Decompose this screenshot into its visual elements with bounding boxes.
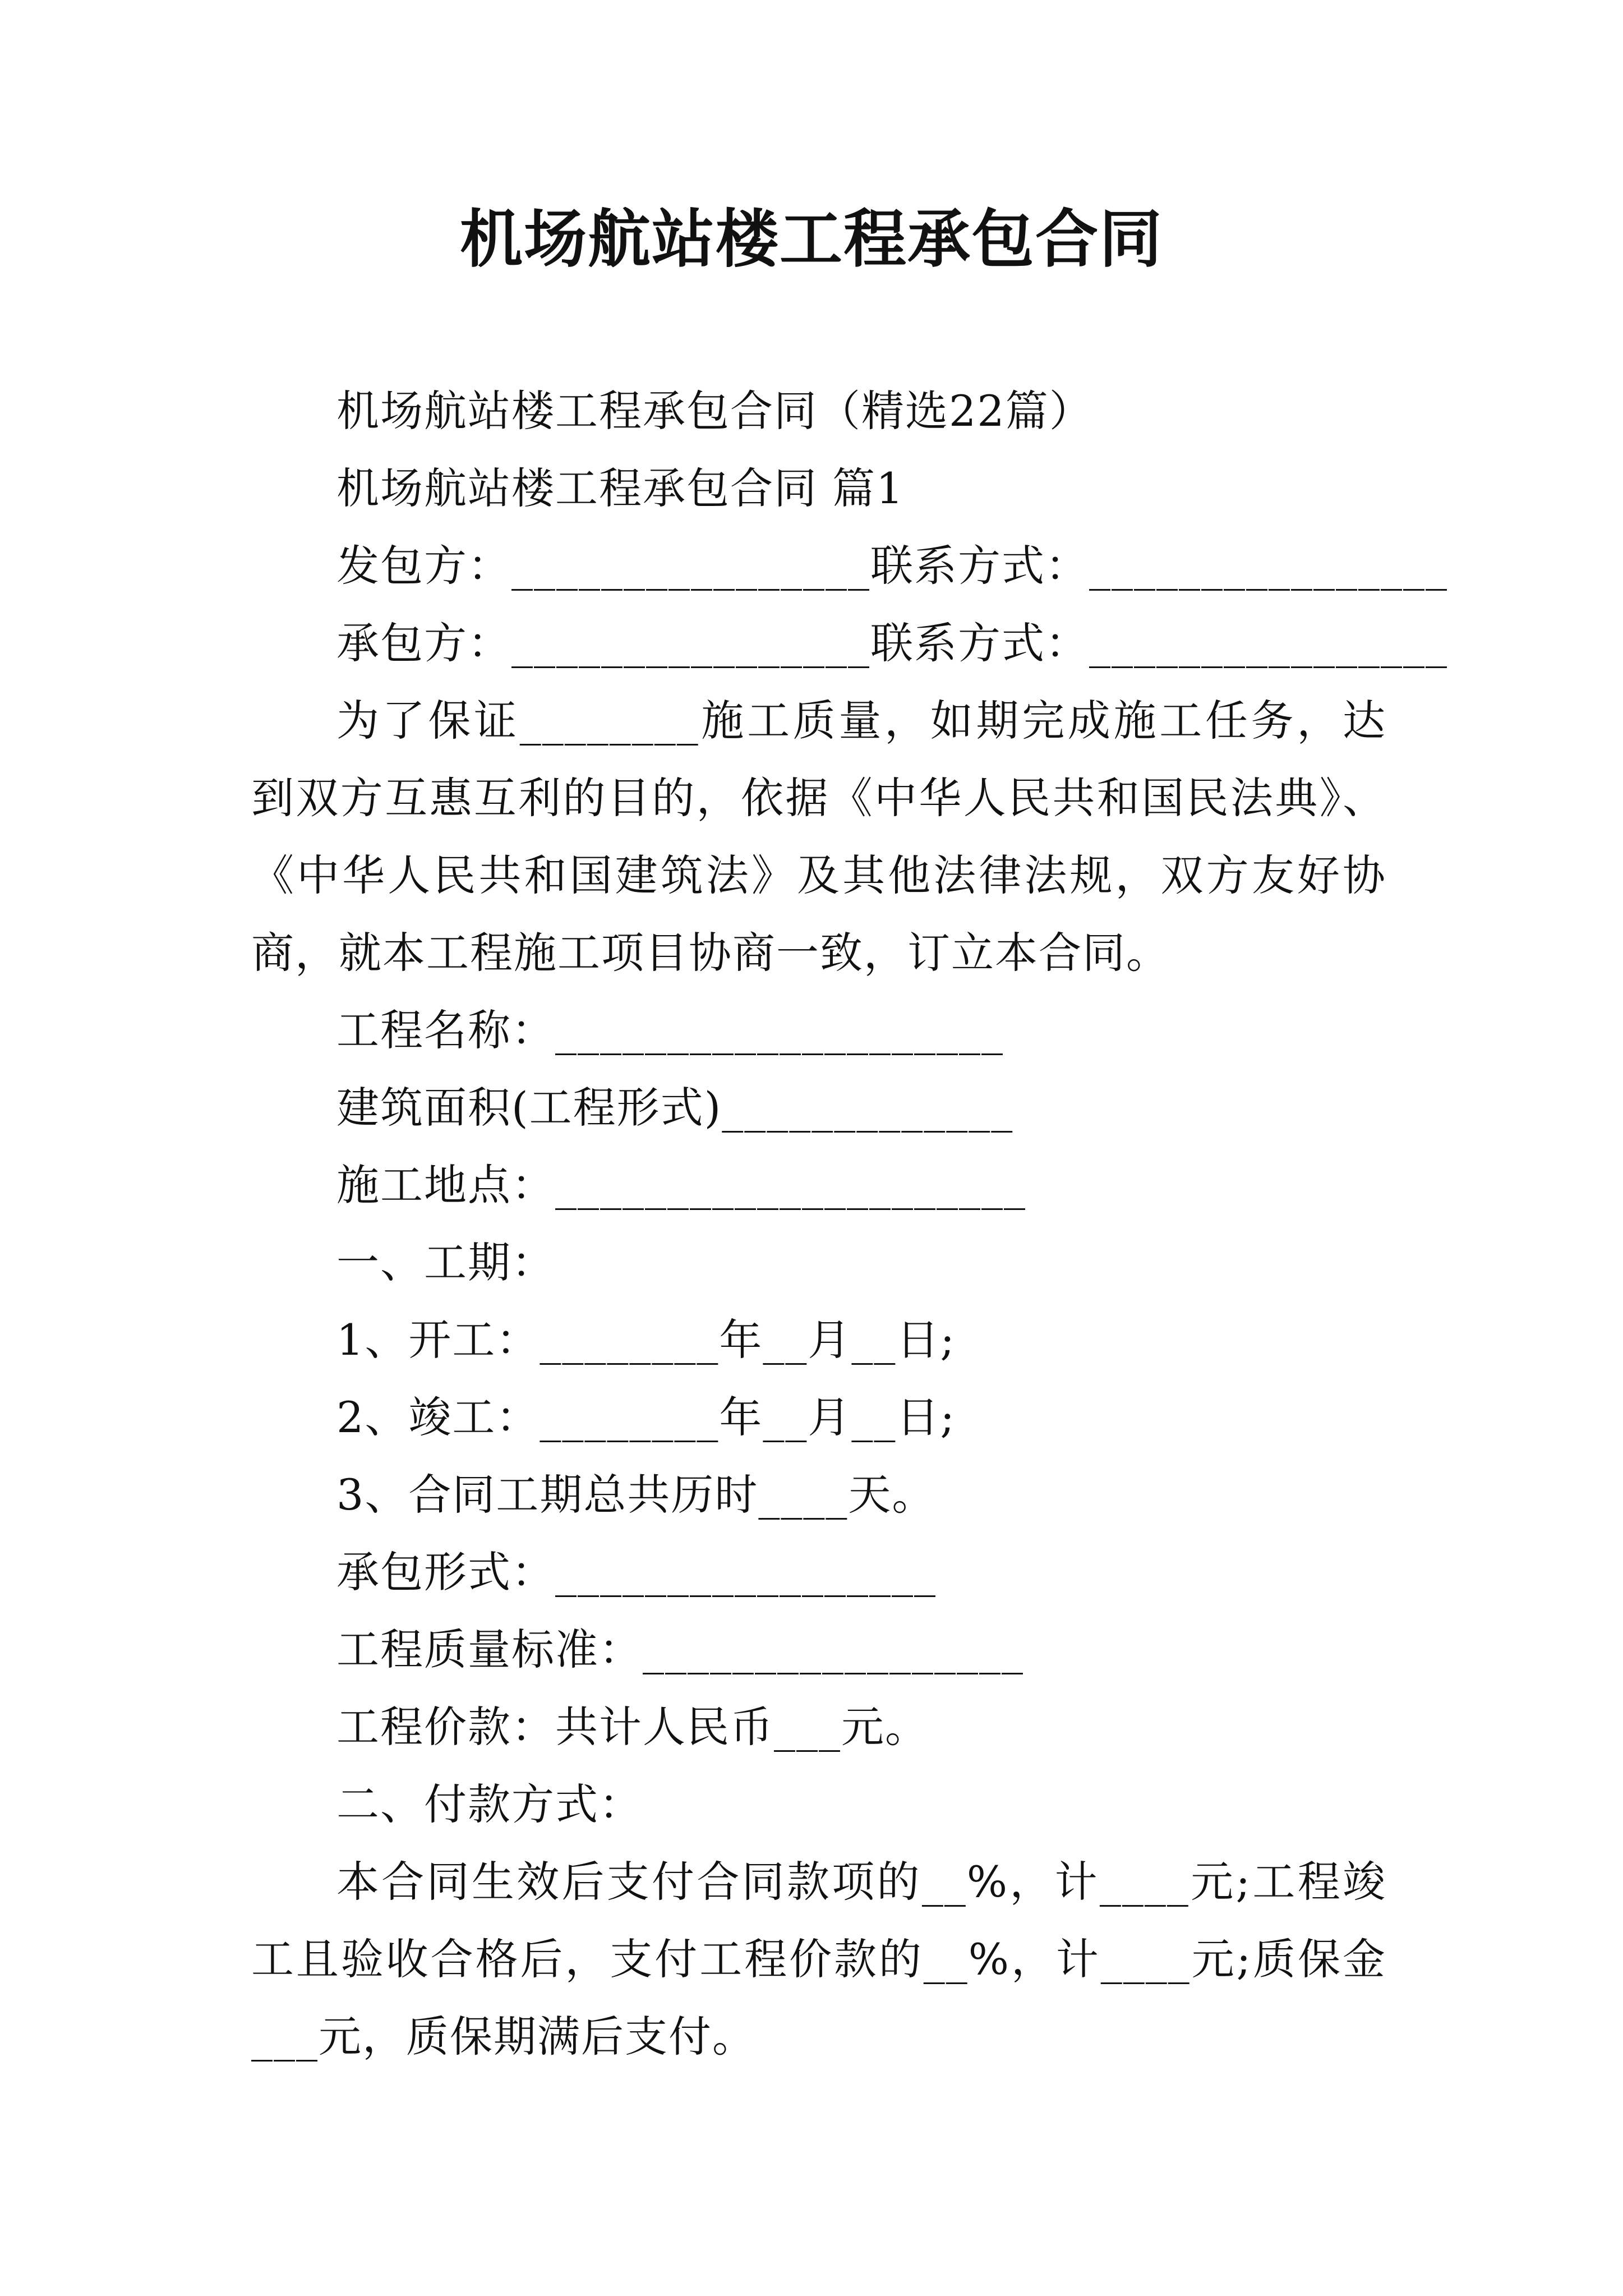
- preamble-paragraph: 为了保证________施工质量，如期完成施工任务，达到双方互惠互利的目的，依据《中华人民共和国民法典》、《中华人民共和国建筑法》及其他法律法规，双方友好协商，就本工程施工项目协商一致，订立本合同。: [251, 696, 1386, 978]
- contract-price-line: 工程价款：共计人民币___元。: [336, 1702, 929, 1752]
- construction-site-line: 施工地点：_____________________: [336, 1160, 1026, 1210]
- duration-line: 3、合同工期总共历时____天。: [336, 1470, 936, 1520]
- completion-date-line: 2、竣工：________年__月__日;: [336, 1392, 956, 1442]
- project-name-line: 工程名称：____________________: [336, 1005, 1004, 1055]
- doc-subtitle: 机场航站楼工程承包合同（精选22篇）: [336, 386, 1093, 436]
- document-body: [251, 372, 1448, 2076]
- building-area-line: 建筑面积(工程形式)_____________: [336, 1083, 1014, 1133]
- employer-line: 发包方：________________联系方式：________________: [336, 541, 1448, 591]
- schedule-heading: 一、工期：: [336, 1237, 555, 1287]
- contractor-line: 承包方：________________联系方式：________________: [336, 618, 1448, 668]
- payment-heading: 二、付款方式：: [336, 1779, 643, 1829]
- quality-standard-line: 工程质量标准：_________________: [336, 1625, 1024, 1674]
- start-date-line: 1、开工：________年__月__日;: [336, 1315, 956, 1365]
- section-heading: 机场航站楼工程承包合同 篇1: [336, 463, 905, 513]
- payment-paragraph: 本合同生效后支付合同款项的__%，计____元;工程竣工且验收合格后，支付工程价款的__%，计____元;质保金___元，质保期满后支付。: [251, 1857, 1386, 2062]
- document-title: 机场航站楼工程承包合同: [460, 203, 1163, 276]
- contract-form-line: 承包形式：_________________: [336, 1547, 937, 1597]
